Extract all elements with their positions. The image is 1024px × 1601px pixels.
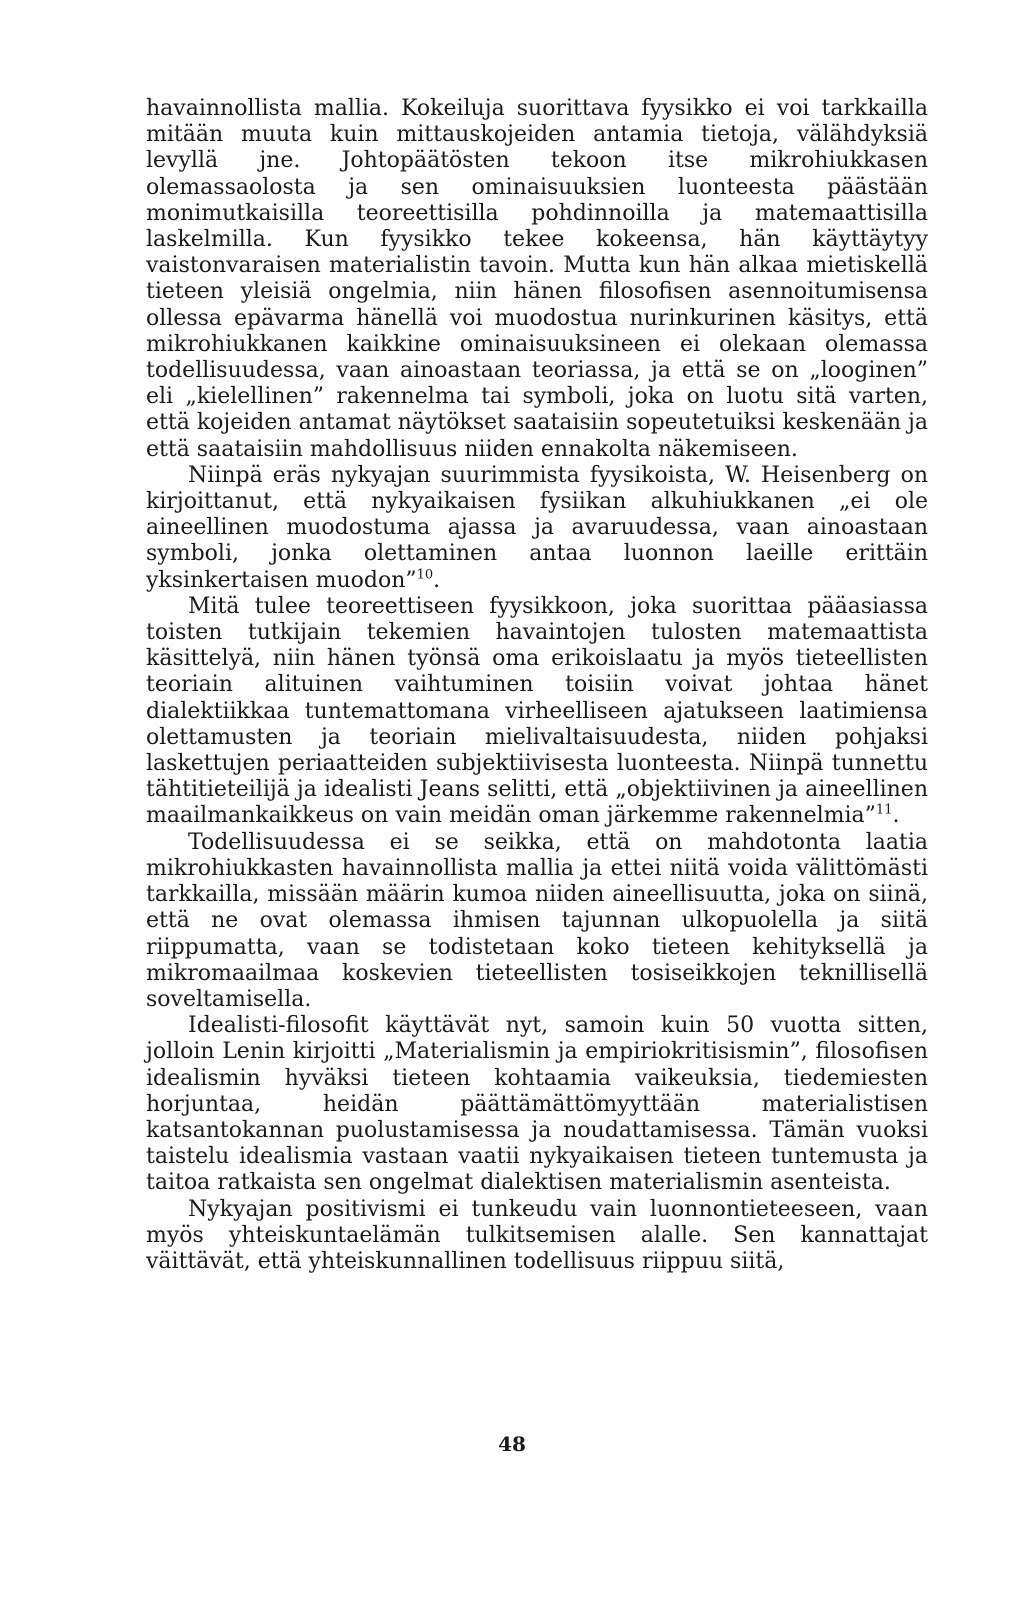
- paragraph-6-text: Nykyajan positivismi ei tunkeudu vain luonnontieteeseen, vaan myös yhteiskuntaelämän tulkitsemisen alalle. Sen kannattajat väittävät, että yhteiskunnallinen todellisuus riippuu siitä,: [146, 1196, 928, 1274]
- paragraph-3-text: Mitä tulee teoreettiseen fyysikkoon, joka suorittaa pääasiassa toisten tutkijain tekemien havaintojen tulosten matemaattista käsittelyä, niin hänen työnsä oma erikoislaatu ja myös tieteellisten teoriain alituinen vaihtuminen toisiin voivat johtaa hänet dialektiikkaa tuntemattomana virheelliseen ajatukseen laatimiensa olettamusten ja teoriain mielivaltaisuudesta, niiden pohjaksi laskettujen periaatteiden subjektiivisesta luonteesta. Niinpä tunnettu tähtitieteilijä ja idealisti Jeans selitti, että „objektiivinen ja aineellinen maailmankaikkeus on vain meidän oman järkemme rakennelmia”: [146, 593, 928, 829]
- page-text-column: [146, 96, 928, 1275]
- paragraph-1: [146, 96, 928, 463]
- paragraph-5-text: Idealisti-filosofit käyttävät nyt, samoin kuin 50 vuotta sitten, jolloin Lenin kirjoitti „Materialismin ja empiriokritisismin”, filosofisen idealismin hyväksi tieteen kohtaamia vaikeuksia, tiedemiesten horjuntaa, heidän päättämättömyyttään materialistisen katsantokannan puolustamisessa ja noudattamisessa. Tämän vuoksi taistelu idealismia vastaan vaatii nykyaikaisen tieteen tuntemusta ja taitoa ratkaista sen ongelmat dialektisen materialismin asenteista.: [146, 1013, 928, 1196]
- paragraph-2-end: .: [433, 567, 441, 593]
- paragraph-5: [146, 1013, 928, 1196]
- paragraph-2: [146, 463, 928, 594]
- footnote-ref-11: 11: [875, 803, 893, 819]
- paragraph-4-text: Todellisuudessa ei se seikka, että on mahdotonta laatia mikrohiukkasten havainnollista mallia ja ettei niitä voida välittömästi tarkkailla, missään määrin kumoa niiden aineellisuutta, joka on siinä, että ne ovat olemassa ihmisen tajunnan ulkopuolella ja siitä riippumatta, vaan se todistetaan koko tieteen kehityksellä ja mikromaailmaa koskevien tieteellisten tosiseikkojen teknillisellä soveltamisella.: [146, 829, 928, 1012]
- paragraph-3: [146, 594, 928, 830]
- paragraph-3-end: .: [892, 803, 900, 829]
- paragraph-6: [146, 1197, 928, 1276]
- footnote-ref-10: 10: [416, 567, 434, 583]
- paragraph-1-text: havainnollista mallia. Kokeiluja suorittava fyysikko ei voi tarkkailla mitään muuta kuin mittauskojeiden antamia tietoja, välähdyksiä levyllä jne. Johtopäätösten tekoon itse mikrohiukkasen olemassaolosta ja sen ominaisuuksien luonteesta päästään monimutkaisilla teoreettisilla pohdinnoilla ja matemaattisilla laskelmilla. Kun fyysikko tekee kokeensa, hän käyttäytyy vaistonvaraisen materialistin tavoin. Mutta kun hän alkaa mietiskellä tieteen yleisiä ongelmia, niin hänen filosofisen asennoitumisensa ollessa epävarma hänellä voi muodostua nurinkurinen käsitys, että mikrohiukkanen kaikkine ominaisuuksineen ei olekaan olemassa todellisuudessa, vaan ainoastaan teoriassa, ja että se on „looginen” eli „kielellinen” rakennelma tai symboli, joka on luotu sitä varten, että kojeiden antamat näytökset saataisiin sopeutetuiksi keskenään ja että saataisiin mahdollisuus niiden ennakolta näkemiseen.: [146, 96, 928, 462]
- paragraph-4: [146, 830, 928, 1013]
- paragraph-2-text: Niinpä eräs nykyajan suurimmista fyysikoista, W. Heisenberg on kirjoittanut, että nykyaikaisen fysiikan alkuhiukkanen „ei ole aineellinen muodostuma ajassa ja avaruudessa, vaan ainoastaan symboli, jonka olettaminen antaa luonnon laeille erittäin yksinkertaisen muodon”: [146, 462, 928, 593]
- page-number: 48: [498, 1432, 526, 1456]
